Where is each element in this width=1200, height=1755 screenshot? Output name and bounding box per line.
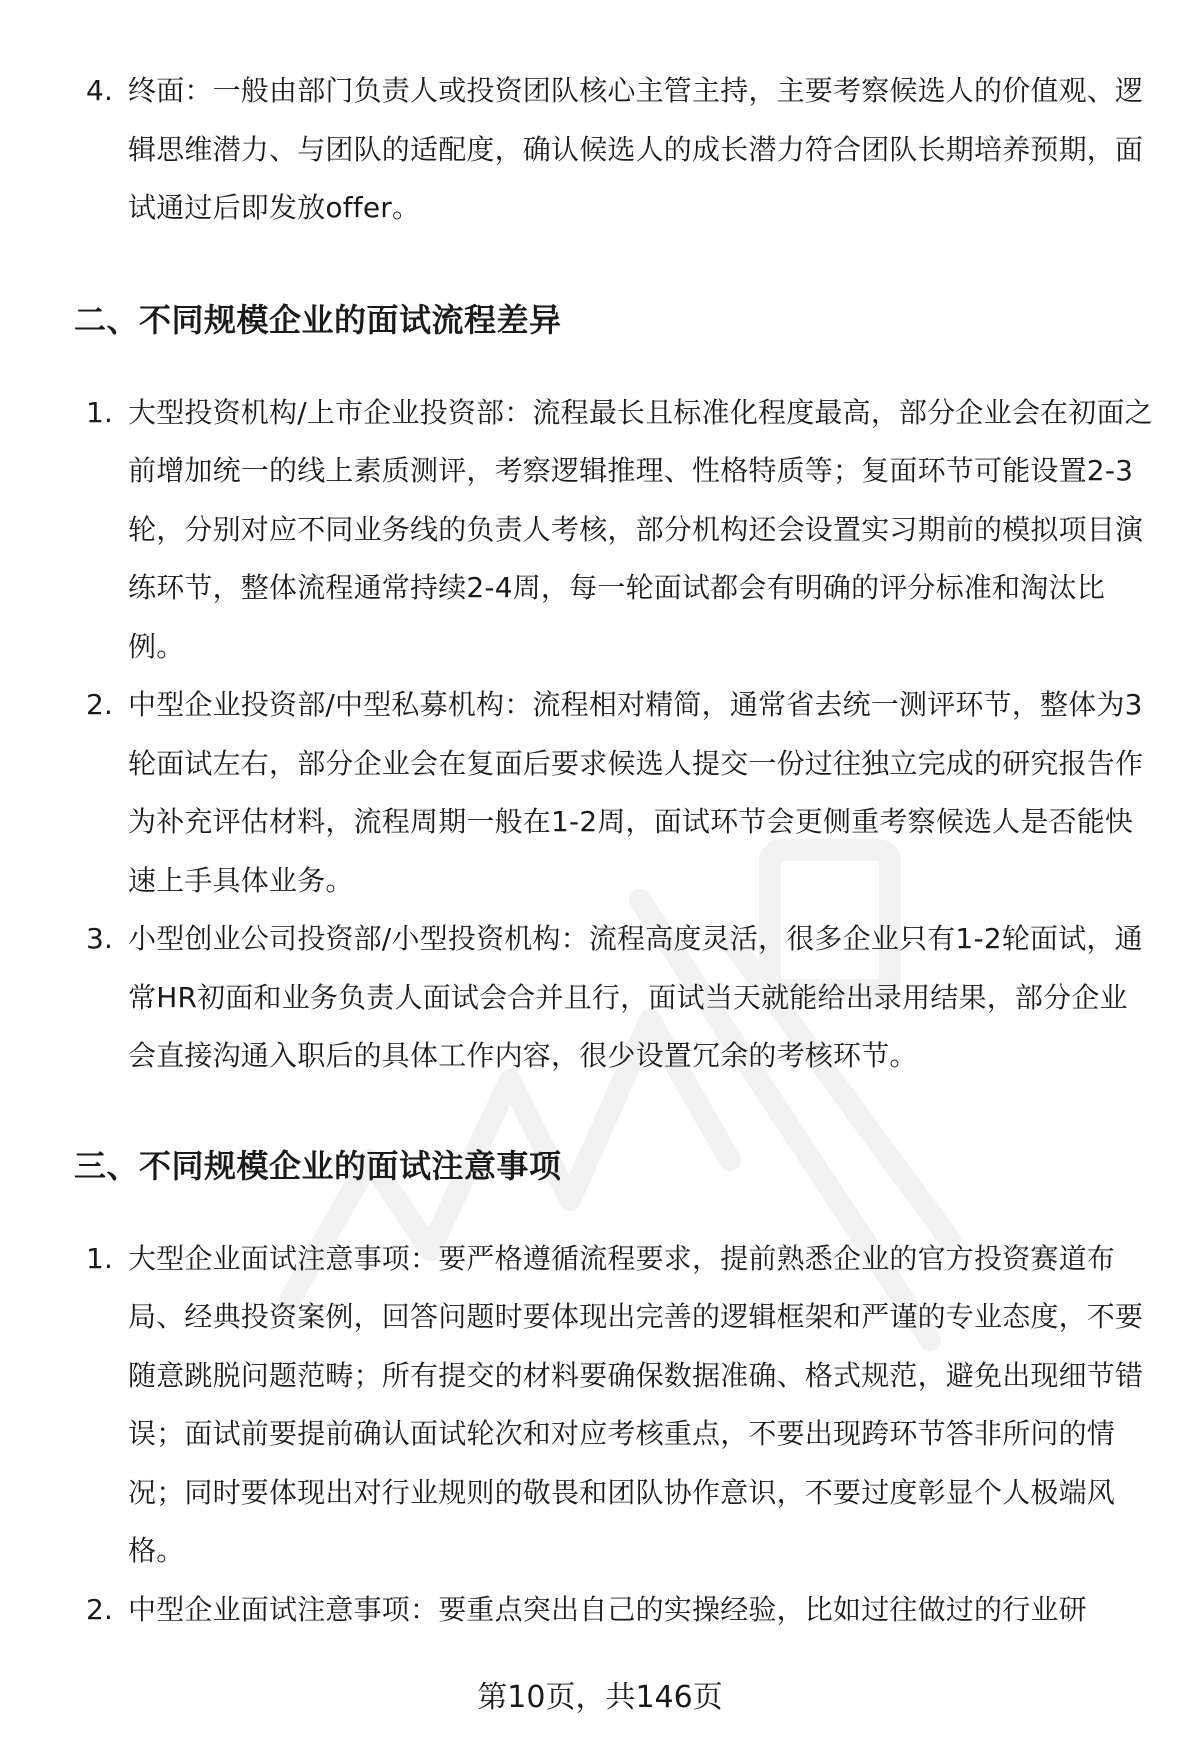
section-heading-3: 三、不同规模企业的面试注意事项 [74,1146,562,1185]
list-item [74,676,1154,910]
page-number-footer: 第10页，共146页 [477,1680,723,1715]
list-item-number: 2. [86,688,114,721]
list-item [74,1581,1154,1640]
list-item [74,62,1154,238]
list-item-text: 大型投资机构/上市企业投资部：流程最长且标准化程度最高，部分企业会在初面之前增加统一的线上素质测评，考察逻辑推理、性格特质等；复面环节可能设置2-3轮，分别对应不同业务线的负责人考核，部分机构还会设置实习期前的模拟项目演练环节，整体流程通常持续2-4周，每一轮面试都会有明确的评分标准和淘汰比例。 [128,395,1153,663]
list-item-number: 1. [86,395,114,429]
list-item-text: 终面：一般由部门负责人或投资团队核心主管主持，主要考察候选人的价值观、逻辑思维潜力、与团队的适配度，确认候选人的成长潜力符合团队长期培养预期，面试通过后即发放offer。 [128,74,1144,224]
list-item-text: 中型企业面试注意事项：要重点突出自己的实操经验，比如过往做过的行业研 [128,1592,1087,1626]
list-item-text: 中型企业投资部/中型私募机构：流程相对精简，通常省去统一测评环节，整体为3轮面试左右，部分企业会在复面后要求候选人提交一份过往独立完成的研究报告作为补充评估材料，流程周期一般在1-2周，面试环节会更侧重考察候选人是否能快速上手具体业务。 [128,688,1144,897]
section-2-list [74,384,1154,1086]
section-3-list [74,1230,1154,1640]
continued-list [74,62,1154,238]
list-item [74,910,1154,1086]
list-item-number: 3. [86,922,114,955]
list-item-number: 1. [86,1241,114,1275]
list-item [74,384,1154,677]
page-content [74,62,1154,1639]
list-item-text: 小型创业公司投资部/小型投资机构：流程高度灵活，很多企业只有1-2轮面试，通常HR初面和业务负责人面试会合并且行，面试当天就能给出录用结果，部分企业会直接沟通入职后的具体工作内容，很少设置冗余的考核环节。 [128,922,1143,1072]
list-item-number: 2. [86,1592,114,1626]
list-item-number: 4. [86,74,114,107]
section-heading-2: 二、不同规模企业的面试流程差异 [74,300,562,339]
list-item [74,1230,1154,1581]
list-item-text: 大型企业面试注意事项：要严格遵循流程要求，提前熟悉企业的官方投资赛道布局、经典投资案例，回答问题时要体现出完善的逻辑框架和严谨的专业态度，不要随意跳脱问题范畴；所有提交的材料要确保数据准确、格式规范，避免出现细节错误；面试前要提前确认面试轮次和对应考核重点，不要出现跨环节答非所问的情况；同时要体现出对行业规则的敬畏和团队协作意识，不要过度彰显个人极端风格。 [128,1241,1144,1567]
